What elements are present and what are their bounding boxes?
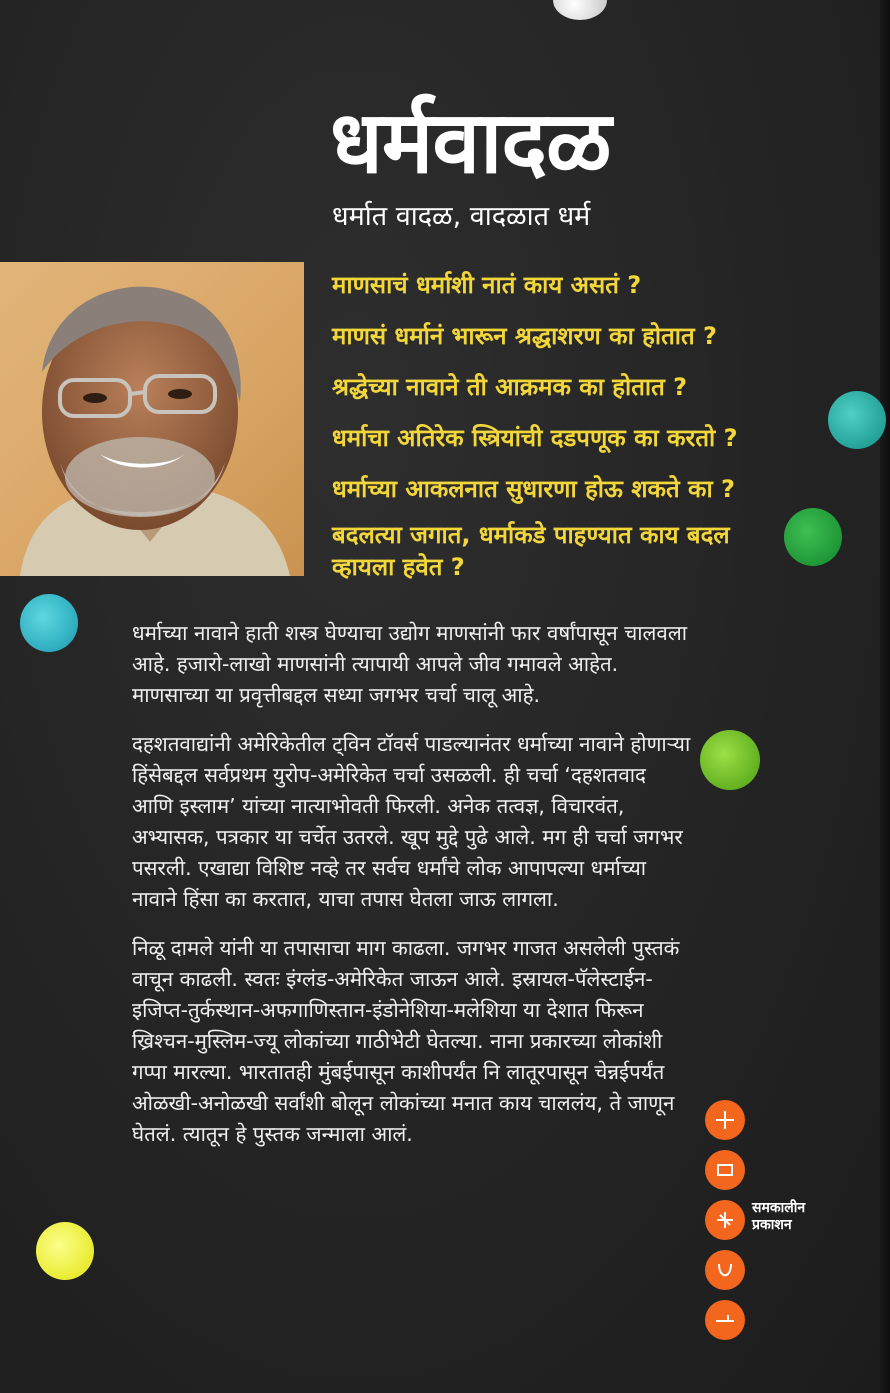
decorative-dot-yellow — [36, 1222, 94, 1280]
publisher-logo-mark-icon — [705, 1200, 745, 1240]
publisher-logo-mark-icon — [705, 1100, 745, 1140]
author-photo — [0, 262, 304, 576]
spine-edge — [880, 0, 890, 1393]
blurb — [132, 618, 692, 1168]
question-item: धर्माच्या आकलनात सुधारणा होऊ शकते का ? — [332, 475, 735, 503]
publisher-logo — [705, 1100, 755, 1340]
publisher-logo-mark-icon — [705, 1250, 745, 1290]
publisher-name-line: समकालीन — [752, 1200, 806, 1216]
blurb-paragraph: धर्माच्या नावाने हाती शस्त्र घेण्याचा उद्योग माणसांनी फार वर्षांपासून चालवला आहे. हजारो-लाखो माणसांनी त्यापायी आपले जीव गमावले आहेत. माणसाच्या या प्रवृत्तीबद्दल सध्या जगभर चर्चा चालू आहे. — [132, 621, 688, 707]
blurb-paragraph: निळू दामले यांनी या तपासाचा माग काढला. जगभर गाजत असलेली पुस्तकं वाचून काढली. स्वतः इंग्लंड-अमेरिकेत जाऊन आले. इस्रायल-पॅलेस्टाईन-इजिप्त-तुर्कस्थान-अफगाणिस्तान-इंडोनेशिया-मलेशिया या देशात फिरून ख्रिश्चन-मुस्लिम-ज्यू लोकांच्या गाठीभेटी घेतल्या. नाना प्रकारच्या लोकांशी गप्पा मारल्या. भारतातही मुंबईपासून काशीपर्यंत नि लातूरपासून चेन्नईपर्यंत ओळखी-अनोळखी सर्वांशी बोलून लोकांच्या मनात काय चाललंय, ते जाणून घेतलं. त्यातून हे पुस्तक जन्माला आलं. — [132, 936, 680, 1146]
question-item: बदलत्या जगात, धर्माकडे पाहण्यात काय बदल व्हायला हवेत ? — [332, 521, 730, 581]
question-list — [332, 264, 852, 583]
decorative-dot-green — [784, 508, 842, 566]
publisher-logo-mark-icon — [705, 1150, 745, 1190]
blurb-paragraph: दहशतवाद्यांनी अमेरिकेतील ट्विन टॉवर्स पाडल्यानंतर धर्माच्या नावाने होणाऱ्या हिंसेबद्दल सर्वप्रथम युरोप-अमेरिकेत चर्चा उसळली. ही चर्चा ‘दहशतवाद आणि इस्लाम’ यांच्या नात्याभोवती फिरली. अनेक तत्वज्ञ, विचारवंत, अभ्यासक, पत्रकार या चर्चेत उतरले. खूप मुद्दे पुढे आले. मग ही चर्चा जगभर पसरली. एखाद्या विशिष्ट नव्हे तर सर्वच धर्मांचे लोक आपापल्या धर्माच्या नावाने हिंसा का करतात, याचा तपास घेतला जाऊ लागला. — [132, 732, 691, 911]
publisher-name-line: प्रकाशन — [752, 1217, 792, 1233]
publisher-logo-mark-icon — [705, 1300, 745, 1340]
decorative-dot-teal — [828, 391, 886, 449]
question-item: माणसाचं धर्माशी नातं काय असतं ? — [332, 271, 642, 299]
book-title: धर्मवादळ — [330, 93, 611, 193]
question-item: माणसं धर्मानं भारून श्रद्धाशरण का होतात ? — [332, 322, 717, 350]
question-item: धर्माचा अतिरेक स्त्रियांची दडपणूक का करतो ? — [332, 424, 738, 452]
author-portrait-icon — [0, 262, 304, 576]
publisher-name — [752, 1200, 852, 1234]
book-subtitle: धर्मात वादळ, वादळात धर्म — [332, 201, 591, 232]
decorative-dot-lime — [700, 730, 760, 790]
question-item: श्रद्धेच्या नावाने ती आक्रमक का होतात ? — [332, 373, 688, 401]
decorative-dot-cyan — [20, 594, 78, 652]
